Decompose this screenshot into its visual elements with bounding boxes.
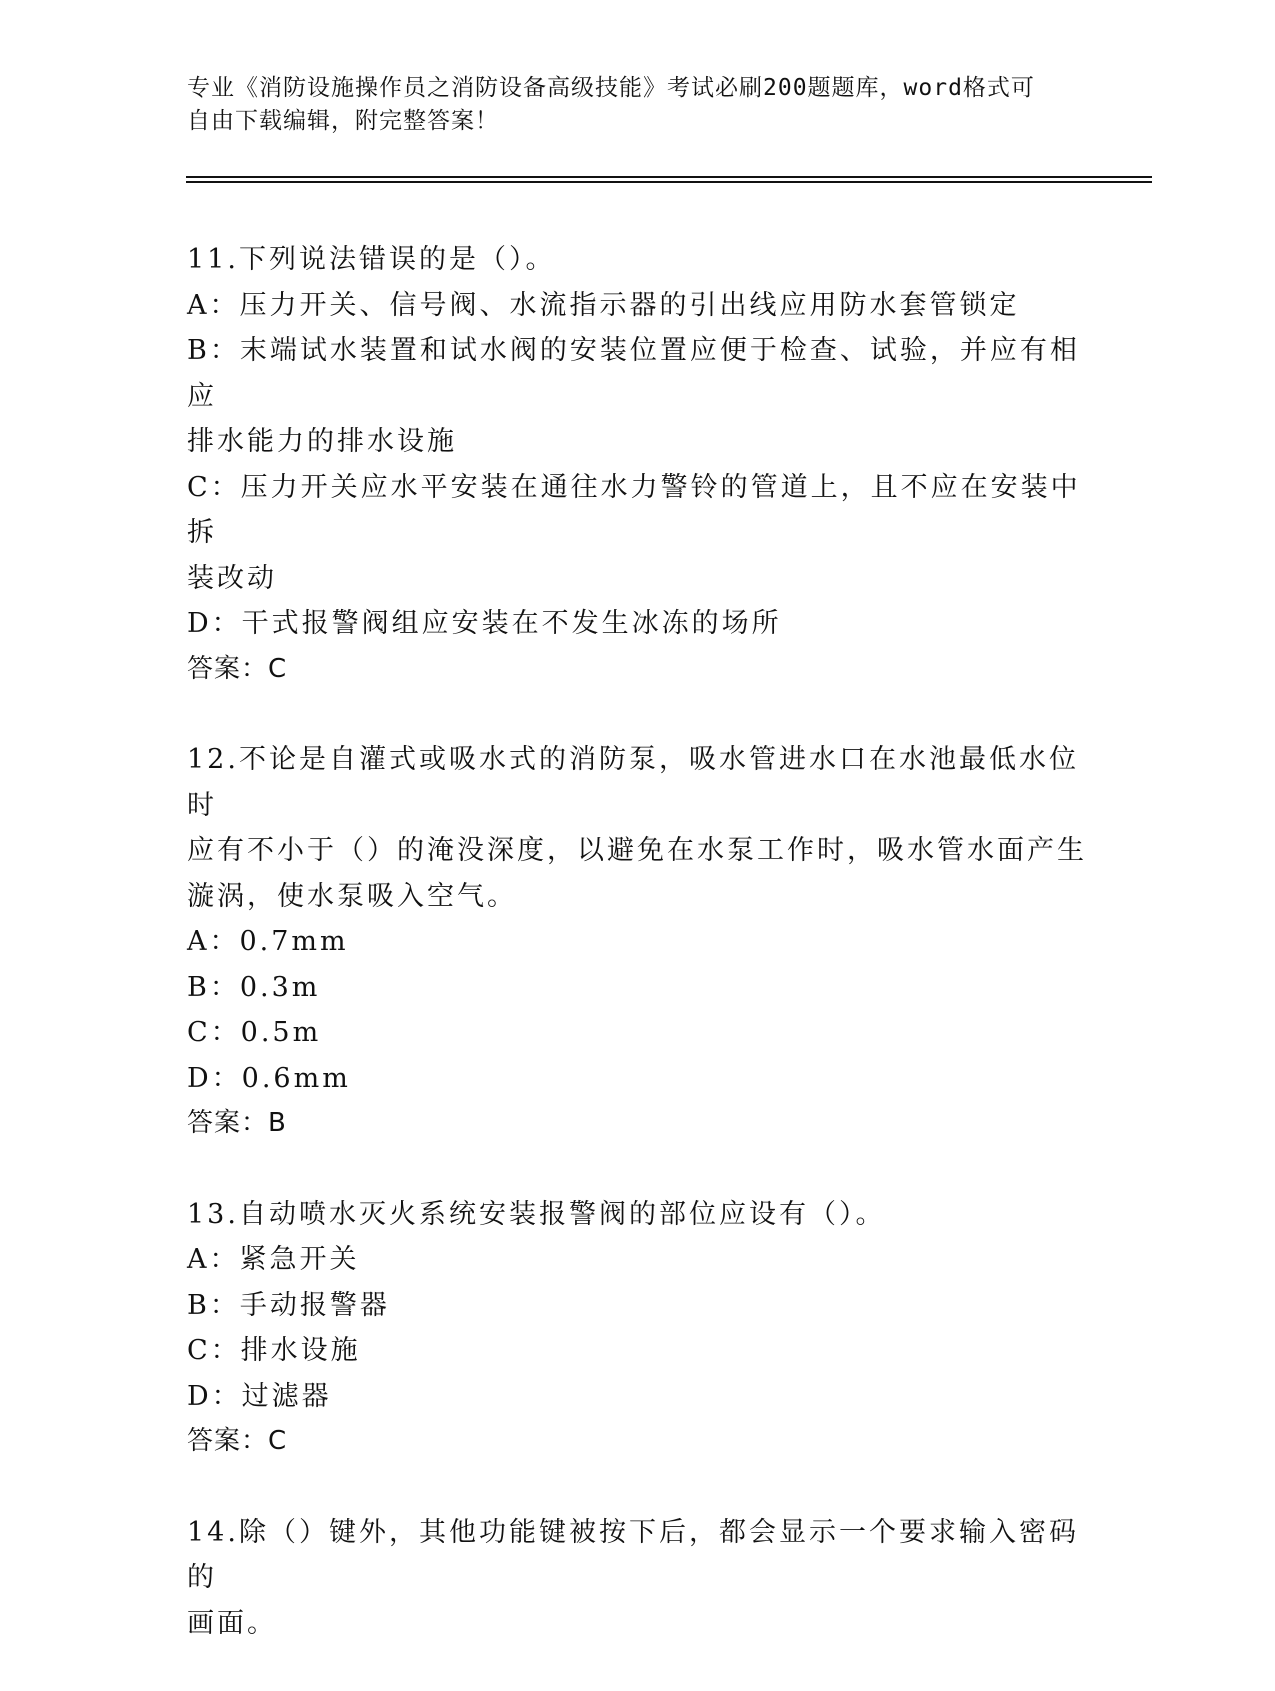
question-title-line-1: 14.除（）键外，其他功能键被按下后，都会显示一个要求输入密码的 <box>187 1516 1079 1593</box>
document-header <box>187 72 1087 138</box>
question-title-line-1: 12.不论是自灌式或吸水式的消防泵，吸水管进水口在水池最低水位时 <box>187 744 1079 821</box>
option-c: C：0.5m <box>187 1017 322 1048</box>
header-divider-top <box>186 176 1152 178</box>
option-a: A：压力开关、信号阀、水流指示器的引出线应用防水套管锁定 <box>187 289 1020 321</box>
header-divider-bottom <box>186 181 1152 183</box>
question-title: 11.下列说法错误的是（）。 <box>187 244 556 275</box>
answer-line: 答案：B <box>187 1108 287 1138</box>
option-b: B：手动报警器 <box>187 1289 390 1321</box>
option-d: D：0.6mm <box>187 1062 351 1094</box>
option-c: C：排水设施 <box>187 1335 361 1366</box>
header-line-2: 自由下载编辑，附完整答案！ <box>187 108 499 134</box>
option-d: D：过滤器 <box>187 1380 332 1412</box>
option-c-continued: 装改动 <box>187 562 277 594</box>
question-title-line-2: 画面。 <box>187 1607 277 1639</box>
option-a: A：0.7mm <box>187 926 349 957</box>
answer-line: 答案：C <box>187 1426 288 1456</box>
question-11 <box>187 237 1087 692</box>
option-d: D：干式报警阀组应安装在不发生冰冻的场所 <box>187 608 782 639</box>
option-b: B：0.3m <box>187 971 321 1003</box>
question-title-line-3: 漩涡，使水泵吸入空气。 <box>187 880 517 912</box>
answer-line: 答案：C <box>187 653 288 684</box>
option-b: B：末端试水装置和试水阀的安装位置应便于检查、试验，并应有相应 <box>187 335 1080 412</box>
question-title-line-2: 应有不小于（）的淹没深度，以避免在水泵工作时，吸水管水面产生 <box>187 835 1087 866</box>
question-13 <box>187 1192 1087 1465</box>
option-b-continued: 排水能力的排水设施 <box>187 426 457 457</box>
header-line-1: 专业《消防设施操作员之消防设备高级技能》考试必刷200题题库，word格式可 <box>187 75 1035 101</box>
question-14 <box>187 1510 1087 1647</box>
option-a: A：紧急开关 <box>187 1244 360 1275</box>
question-list <box>187 237 1087 1691</box>
option-c: C：压力开关应水平安装在通往水力警铃的管道上，且不应在安装中拆 <box>187 471 1081 548</box>
question-title: 13.自动喷水灭火系统安装报警阀的部位应设有（）。 <box>187 1198 886 1230</box>
question-12 <box>187 737 1087 1147</box>
